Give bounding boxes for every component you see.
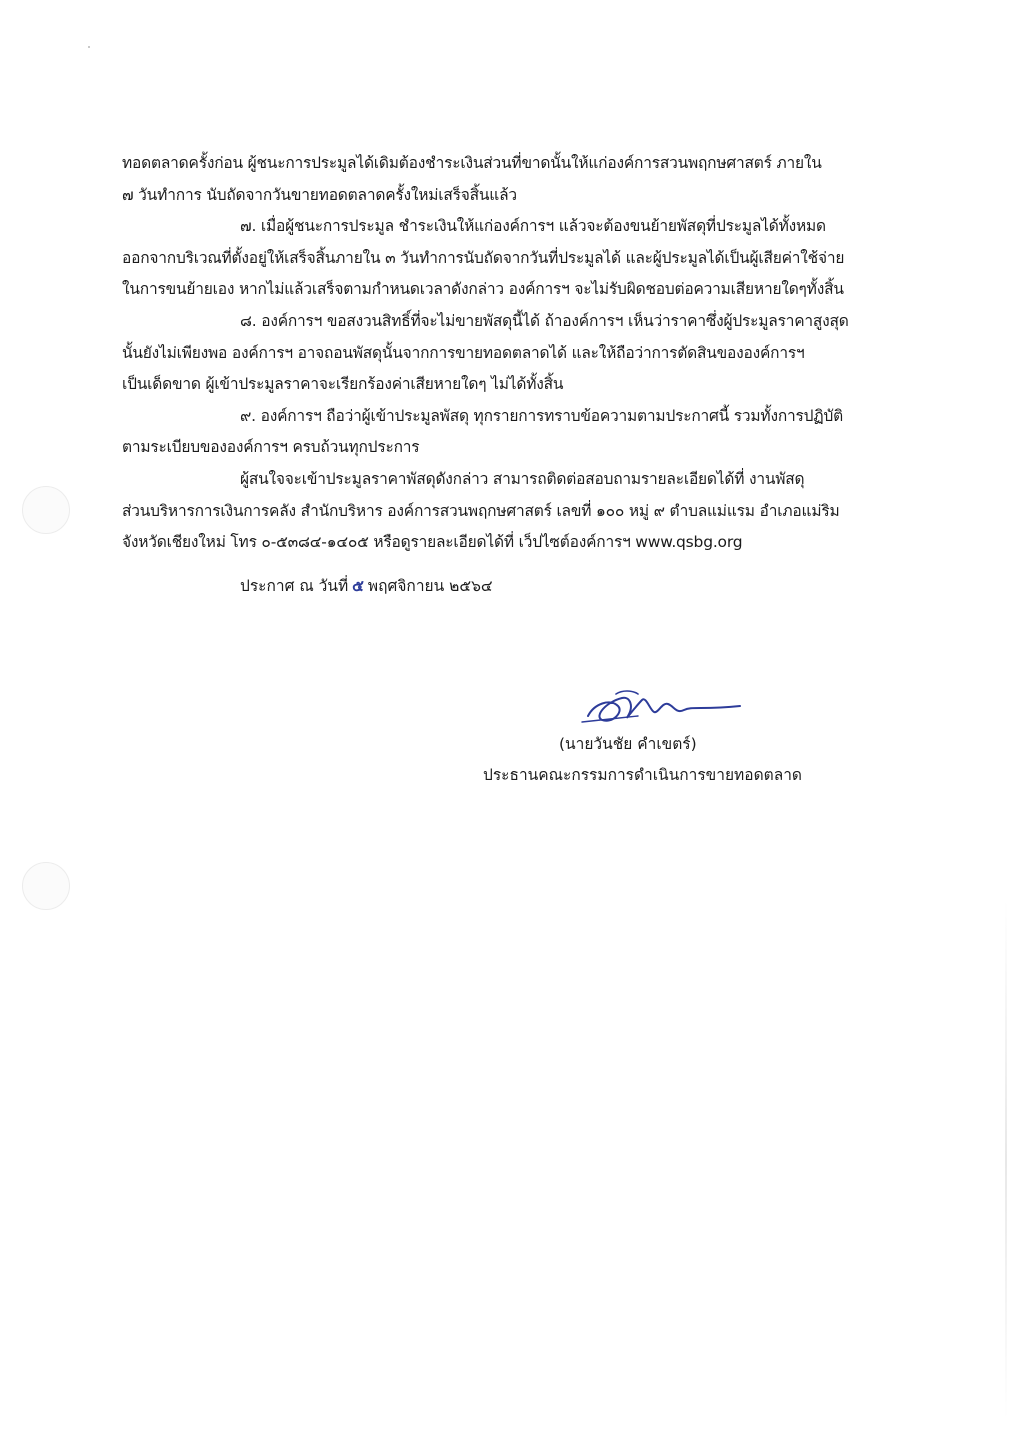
contact-line: ส่วนบริหารการเงินการคลัง สำนักบริหาร องค์การสวนพฤกษศาสตร์ เลขที่ ๑๐๐ หมู่ ๙ ตำบลแม่แรม อำเภอแม่ริม bbox=[122, 501, 840, 520]
clause-7-line: ๗. เมื่อผู้ชนะการประมูล ชำระเงินให้แก่องค์การฯ แล้วจะต้องขนย้ายพัสดุที่ประมูลได้ทั้งหมด bbox=[240, 217, 826, 236]
signatory-name: (นายวันชัย คำเขตร์) bbox=[559, 735, 697, 753]
body-line: ตามระเบียบขององค์การฯ ครบถ้วนทุกประการ bbox=[122, 438, 420, 457]
punch-hole-upper bbox=[22, 486, 70, 534]
punch-hole-lower bbox=[22, 862, 70, 910]
body-line: ๗ วันทำการ นับถัดจากวันขายทอดตลาดครั้งใหม่เสร็จสิ้นแล้ว bbox=[122, 185, 517, 204]
clause-8-line: ๘. องค์การฯ ขอสงวนสิทธิ์ที่จะไม่ขายพัสดุนี้ได้ ถ้าองค์การฯ เห็นว่าราคาซึ่งผู้ประมูลราคาสูงสุด bbox=[240, 311, 849, 330]
body-line: ออกจากบริเวณที่ตั้งอยู่ให้เสร็จสิ้นภายใน ๓ วันทำการนับถัดจากวันที่ประมูลได้ และผู้ประมูลได้เป็นผู้เสียค่าใช้จ่าย bbox=[122, 248, 845, 267]
announcement-date bbox=[240, 571, 493, 602]
date-day: ๕ bbox=[352, 577, 364, 595]
contact-line: ผู้สนใจจะเข้าประมูลราคาพัสดุดังกล่าว สามารถติดต่อสอบถามรายละเอียดได้ที่ งานพัสดุ bbox=[240, 469, 805, 488]
announcement-body bbox=[122, 148, 902, 559]
body-line: ในการขนย้ายเอง หากไม่แล้วเสร็จตามกำหนดเวลาดังกล่าว องค์การฯ จะไม่รับผิดชอบต่อความเสียหายใดๆทั้งสิ้น bbox=[122, 280, 844, 299]
signatory-position: ประธานคณะกรรมการดำเนินการขายทอดตลาด bbox=[483, 766, 802, 784]
clause-9-line: ๙. องค์การฯ ถือว่าผู้เข้าประมูลพัสดุ ทุกรายการทราบข้อความตามประกาศนี้ รวมทั้งการปฏิบัติ bbox=[240, 406, 843, 425]
scan-speck bbox=[88, 46, 90, 48]
body-line: นั้นยังไม่เพียงพอ องค์การฯ อาจถอนพัสดุนั้นจากการขายทอดตลาดได้ และให้ถือว่าการตัดสินขององค์การฯ bbox=[122, 343, 805, 362]
contact-line: จังหวัดเชียงใหม่ โทร ๐-๕๓๘๔-๑๔๐๕ หรือดูรายละเอียดได้ที่ เว็ปไซต์องค์การฯ www.qsbg.org bbox=[122, 533, 743, 552]
scan-edge-shadow bbox=[1005, 900, 1007, 1420]
body-line: เป็นเด็ดขาด ผู้เข้าประมูลราคาจะเรียกร้องค่าเสียหายใดๆ ไม่ได้ทั้งสิ้น bbox=[122, 375, 564, 394]
body-line: ทอดตลาดครั้งก่อน ผู้ชนะการประมูลได้เดิมต้องชำระเงินส่วนที่ขาดนั้นให้แก่องค์การสวนพฤกษศาสตร์ ภายใน bbox=[122, 154, 822, 172]
date-prefix: ประกาศ ณ วันที่ bbox=[240, 577, 349, 595]
handwritten-signature bbox=[580, 676, 750, 736]
date-month-year: พฤศจิกายน ๒๕๖๔ bbox=[367, 577, 493, 595]
